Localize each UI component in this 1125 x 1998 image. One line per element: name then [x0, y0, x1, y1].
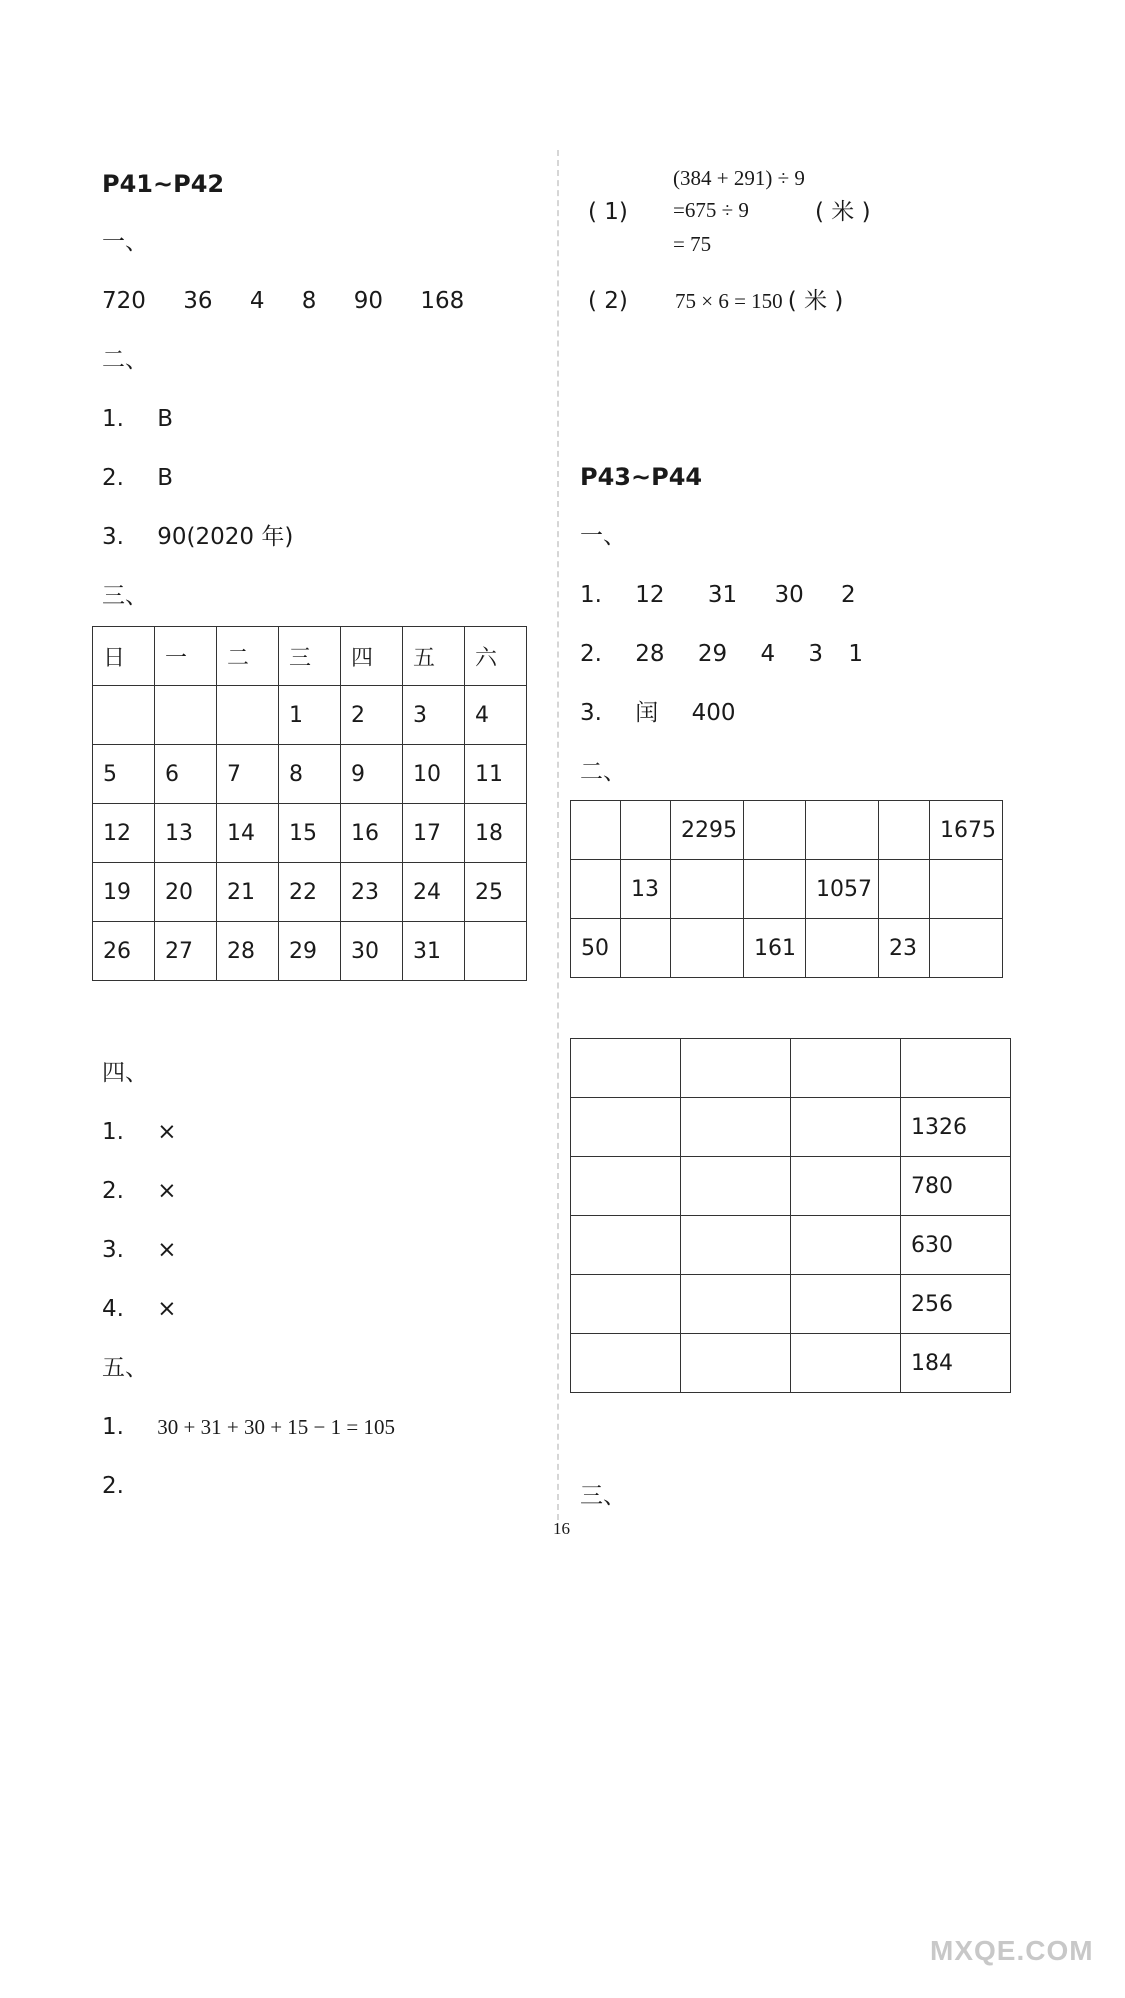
table-cell: [681, 1098, 791, 1157]
table-cell: [791, 1275, 901, 1334]
q2-answer: [675, 287, 843, 315]
calendar-header-cell: 日: [93, 627, 155, 686]
q2-expression: 75 × 6 = 150: [675, 289, 783, 313]
item-answer: 30 + 31 + 30 + 15 − 1 = 105: [157, 1415, 395, 1439]
answer: 30: [774, 582, 804, 608]
answer: 2: [841, 582, 856, 608]
item-answer: ×: [157, 1119, 177, 1145]
calendar-cell: 24: [403, 863, 465, 922]
q2-unit: ( 米 ): [787, 288, 844, 314]
q1-number: ( 1): [588, 199, 628, 225]
answer-table-2: [570, 1038, 1011, 1393]
item-number: 3.: [580, 700, 602, 726]
calendar-cell: 27: [155, 922, 217, 981]
table-cell: [806, 801, 879, 860]
left-s4-item-2: [102, 1177, 177, 1205]
table-cell: [681, 1275, 791, 1334]
right-s1-item-2: [580, 640, 863, 668]
calendar-cell: [93, 686, 155, 745]
calendar-header-cell: 五: [403, 627, 465, 686]
item-answer: ×: [157, 1178, 177, 1204]
left-s4-item-3: [102, 1236, 177, 1264]
item-answer: ×: [157, 1237, 177, 1263]
right-section-2-label: 二、: [580, 759, 626, 785]
table-cell: [571, 1275, 681, 1334]
table-row: [571, 1275, 1011, 1334]
table-cell: 780: [901, 1157, 1011, 1216]
calendar-header-cell: 四: [341, 627, 403, 686]
left-section-1-label: 一、: [102, 229, 148, 255]
calendar-cell: 17: [403, 804, 465, 863]
left-s2-item-3: [102, 523, 293, 551]
table-cell: [791, 1039, 901, 1098]
calendar-row: [93, 922, 527, 981]
calendar-cell: 5: [93, 745, 155, 804]
calendar-cell: 18: [465, 804, 527, 863]
table-cell: [744, 860, 806, 919]
calendar-header-cell: 三: [279, 627, 341, 686]
calendar-cell: [217, 686, 279, 745]
item-answer: B: [157, 465, 174, 491]
calendar-cell: 21: [217, 863, 279, 922]
answer: 12: [635, 582, 665, 608]
calendar-header-cell: 一: [155, 627, 217, 686]
table-row: [571, 1039, 1011, 1098]
item-number: 2.: [102, 1178, 124, 1204]
answer: 28: [635, 641, 665, 667]
table-cell: [681, 1334, 791, 1393]
right-s1-item-3: [580, 699, 735, 727]
calendar-cell: 1: [279, 686, 341, 745]
table-cell: 1057: [806, 860, 879, 919]
calendar-cell: 7: [217, 745, 279, 804]
table-cell: 23: [879, 919, 930, 978]
table-cell: [681, 1216, 791, 1275]
calendar-cell: 19: [93, 863, 155, 922]
item-number: 4.: [102, 1296, 124, 1322]
table-cell: [806, 919, 879, 978]
calendar-cell: 20: [155, 863, 217, 922]
item-number: 2.: [580, 641, 602, 667]
item-answer: 90(2020 年): [157, 524, 294, 550]
table-cell: 184: [901, 1334, 1011, 1393]
answer: 31: [707, 582, 738, 608]
left-section-5-label: 五、: [102, 1355, 148, 1381]
table-cell: [571, 801, 621, 860]
item-number: 1.: [580, 582, 602, 608]
table-cell: [571, 1098, 681, 1157]
table-cell: 50: [571, 919, 621, 978]
table-cell: 1675: [930, 801, 1003, 860]
item-number: 3.: [102, 524, 124, 550]
table-cell: [571, 1157, 681, 1216]
calendar-header-cell: 二: [217, 627, 279, 686]
item-number: 3.: [102, 1237, 124, 1263]
q1-unit: ( 米 ): [815, 199, 871, 225]
table-cell: [791, 1157, 901, 1216]
calendar-cell: 30: [341, 922, 403, 981]
q1-line3: = 75: [673, 232, 712, 256]
q1-line2: =675 ÷ 9: [673, 198, 749, 222]
table-cell: 13: [621, 860, 671, 919]
table-cell: [930, 919, 1003, 978]
table-row: [571, 1157, 1011, 1216]
right-s1-item-1: [580, 581, 856, 609]
answer: 8: [301, 288, 317, 314]
calendar-row: [93, 863, 527, 922]
calendar-cell: 23: [341, 863, 403, 922]
table-cell: [791, 1098, 901, 1157]
calendar-table: [92, 626, 527, 981]
calendar-row: [93, 804, 527, 863]
watermark-logo: MXQE.COM: [930, 1935, 1094, 1966]
table-cell: [930, 860, 1003, 919]
item-number: 2.: [102, 1473, 124, 1499]
table-row: [571, 919, 1003, 978]
table-cell: [621, 919, 671, 978]
calendar-cell: 25: [465, 863, 527, 922]
left-s5-item-2: [102, 1472, 124, 1500]
calendar-cell: 11: [465, 745, 527, 804]
calendar-row: [93, 745, 527, 804]
calendar-cell: 15: [279, 804, 341, 863]
left-section-1-answers: [102, 287, 464, 315]
item-number: 2.: [102, 465, 124, 491]
calendar-header-row: [93, 627, 527, 686]
calendar-cell: 28: [217, 922, 279, 981]
calendar-row: [93, 686, 527, 745]
item-answer: ×: [157, 1296, 177, 1322]
table-cell: [791, 1334, 901, 1393]
answer: 720: [102, 288, 146, 314]
table-cell: 2295: [671, 801, 744, 860]
calendar-cell: 16: [341, 804, 403, 863]
item-number: 1.: [102, 1414, 124, 1440]
table-row: [571, 1098, 1011, 1157]
left-s4-item-1: [102, 1118, 177, 1146]
table-cell: 1326: [901, 1098, 1011, 1157]
table-cell: [621, 801, 671, 860]
q2-number: ( 2): [588, 288, 628, 314]
table-cell: [571, 1334, 681, 1393]
left-s2-item-1: [102, 405, 173, 433]
table-row: [571, 860, 1003, 919]
table-cell: [571, 1039, 681, 1098]
answer: 闰: [635, 700, 659, 726]
table-cell: [901, 1039, 1011, 1098]
calendar-cell: 10: [403, 745, 465, 804]
item-number: 1.: [102, 406, 124, 432]
left-page-title: P41~P42: [102, 170, 225, 198]
left-s2-item-2: [102, 464, 173, 492]
table-cell: [671, 860, 744, 919]
right-page-title: P43~P44: [580, 463, 703, 491]
answer: 4: [760, 641, 776, 667]
left-section-3-label: 三、: [102, 583, 148, 609]
table-row: [571, 801, 1003, 860]
table-cell: [791, 1216, 901, 1275]
table-cell: 256: [901, 1275, 1011, 1334]
left-section-2-label: 二、: [102, 347, 148, 373]
answer: 29: [697, 641, 728, 667]
q1-line1: (384 + 291) ÷ 9: [673, 166, 805, 190]
table-cell: 161: [744, 919, 806, 978]
right-section-3-label: 三、: [580, 1483, 626, 1509]
answer: 168: [420, 288, 465, 314]
left-section-4-label: 四、: [102, 1060, 148, 1086]
answer: 1: [848, 641, 863, 667]
table-cell: [571, 1216, 681, 1275]
answer: 400: [691, 700, 736, 726]
calendar-cell: [155, 686, 217, 745]
calendar-cell: [465, 922, 527, 981]
calendar-cell: 31: [403, 922, 465, 981]
left-s4-item-4: [102, 1295, 177, 1323]
table-cell: [879, 860, 930, 919]
calendar-cell: 6: [155, 745, 217, 804]
table-row: [571, 1216, 1011, 1275]
left-s5-item-1: [102, 1413, 395, 1441]
answer: 90: [353, 288, 383, 314]
answer: 3: [808, 641, 824, 667]
right-section-1-label: 一、: [580, 523, 626, 549]
calendar-cell: 12: [93, 804, 155, 863]
calendar-cell: 8: [279, 745, 341, 804]
table-cell: [681, 1157, 791, 1216]
item-answer: B: [157, 406, 174, 432]
page-number: 16: [553, 1519, 570, 1538]
answer: 36: [183, 288, 213, 314]
table-cell: [571, 860, 621, 919]
item-number: 1.: [102, 1119, 124, 1145]
calendar-cell: 9: [341, 745, 403, 804]
table-row: [571, 1334, 1011, 1393]
table-cell: [681, 1039, 791, 1098]
calendar-cell: 13: [155, 804, 217, 863]
answer: 4: [249, 288, 265, 314]
calendar-cell: 22: [279, 863, 341, 922]
table-cell: [671, 919, 744, 978]
calendar-cell: 2: [341, 686, 403, 745]
calendar-cell: 29: [279, 922, 341, 981]
table-cell: [879, 801, 930, 860]
calendar-cell: 4: [465, 686, 527, 745]
answer-table-1: [570, 800, 1003, 978]
calendar-header-cell: 六: [465, 627, 527, 686]
calendar-cell: 3: [403, 686, 465, 745]
table-cell: 630: [901, 1216, 1011, 1275]
calendar-cell: 14: [217, 804, 279, 863]
table-cell: [744, 801, 806, 860]
column-divider: [557, 150, 559, 1520]
calendar-cell: 26: [93, 922, 155, 981]
